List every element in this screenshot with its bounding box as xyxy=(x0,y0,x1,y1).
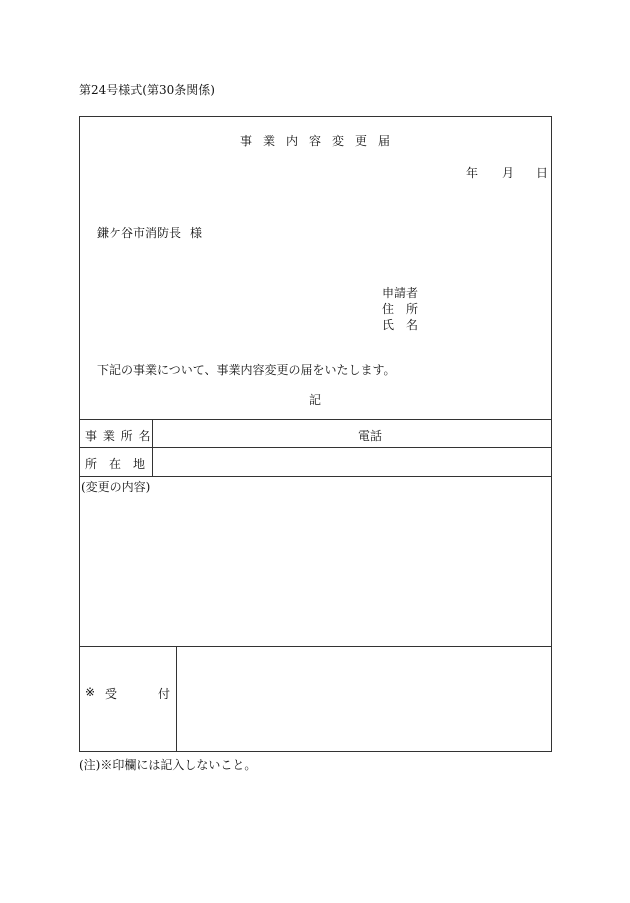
footnote: (注)※印欄には記入しないこと。 xyxy=(79,758,257,772)
address-label: 住 所 xyxy=(382,302,419,316)
divider-location xyxy=(79,447,552,448)
honorific: 様 xyxy=(190,226,203,240)
label-column-divider xyxy=(152,419,153,476)
name-label: 氏 名 xyxy=(382,318,419,332)
change-content-label: (変更の内容) xyxy=(81,480,151,494)
reception-label-uke: 受 xyxy=(105,687,118,701)
form-title: 事業内容変更届 xyxy=(240,134,402,148)
divider-reception xyxy=(79,646,552,647)
date-month: 月 xyxy=(502,166,515,180)
statement: 下記の事業について、事業内容変更の届をいたします。 xyxy=(97,363,396,377)
form-number: 第24号様式(第30条関係) xyxy=(79,83,215,97)
divider-office xyxy=(79,419,552,420)
reception-divider xyxy=(176,646,177,752)
phone-label: 電話 xyxy=(358,429,383,443)
applicant-label: 申請者 xyxy=(382,286,419,300)
reception-label-tsuke: 付 xyxy=(158,687,171,701)
location-label: 所 在 地 xyxy=(85,457,146,471)
date-year: 年 xyxy=(466,166,479,180)
reception-mark: ※ xyxy=(85,685,96,699)
ki-label: 記 xyxy=(309,393,322,407)
office-name-label: 事 業 所 名 xyxy=(85,429,152,443)
date-day: 日 xyxy=(536,166,549,180)
divider-change xyxy=(79,476,552,477)
addressee: 鎌ケ谷市消防長 xyxy=(97,226,182,240)
